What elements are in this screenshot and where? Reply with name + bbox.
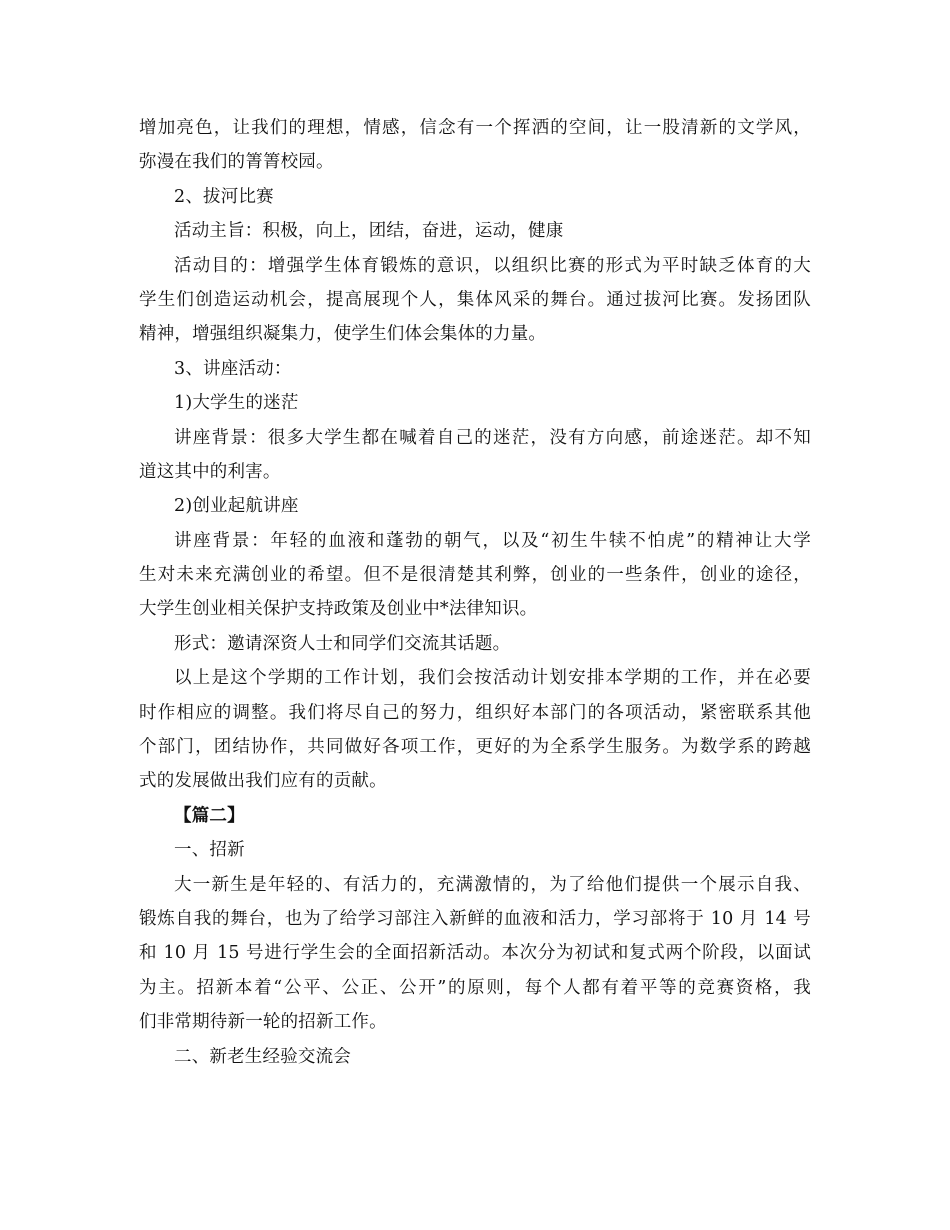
section-heading: 【篇二】 <box>174 805 245 826</box>
document-body <box>139 111 811 1074</box>
text-line: 2)创业起航讲座 <box>174 496 299 517</box>
text-line: 锻炼自我的舞台，也为了给学习部注入新鲜的血液和活力，学习部将于 10 月 14 号 <box>139 908 812 929</box>
text-line: 精神，增强组织凝集力，使学生们体会集体的力量。 <box>139 324 547 345</box>
text-line: 个部门，团结协作，共同做好各项工作，更好的为全系学生服务。为数学系的跨越 <box>139 737 811 758</box>
text-line: 和 10 月 15 号进行学生会的全面招新活动。本次分为初试和复式两个阶段，以面试 <box>139 943 811 964</box>
text-line: 道这其中的利害。 <box>139 461 281 482</box>
text-line: 大一新生是年轻的、有活力的，充满激情的，为了给他们提供一个展示自我、 <box>174 874 811 895</box>
text-line: 增加亮色，让我们的理想，情感，信念有一个挥洒的空间，让一股清新的文学风， <box>139 118 811 138</box>
text-line: 形式：邀请深资人士和同学们交流其话题。 <box>174 633 511 654</box>
text-line: 讲座背景：很多大学生都在喊着自己的迷茫，没有方向感，前途迷茫。却不知 <box>174 427 811 448</box>
text-line: 生对未来充满创业的希望。但不是很清楚其利弊，创业的一些条件，创业的途径， <box>139 565 811 586</box>
text-line: 活动目的：增强学生体育锻炼的意识，以组织比赛的形式为平时缺乏体育的大 <box>174 255 811 276</box>
text-line: 活动主旨：积极，向上，团结，奋进，运动，健康 <box>174 221 564 242</box>
text-line: 一、招新 <box>174 840 245 861</box>
text-line: 学生们创造运动机会，提高展现个人，集体风采的舞台。通过拔河比赛。发扬团队 <box>139 289 811 310</box>
text-line: 1)大学生的迷茫 <box>174 393 299 414</box>
text-line: 们非常期待新一轮的招新工作。 <box>139 1012 387 1033</box>
text-line: 以上是这个学期的工作计划，我们会按活动计划安排本学期的工作，并在必要 <box>174 668 811 689</box>
text-line: 2、拔河比赛 <box>174 186 274 207</box>
text-line: 时作相应的调整。我们将尽自己的努力，组织好本部门的各项活动，紧密联系其他 <box>139 702 811 723</box>
text-line: 二、新老生经验交流会 <box>174 1046 351 1067</box>
text-line: 弥漫在我们的箐箐校园。 <box>139 152 334 173</box>
text-line: 讲座背景：年轻的血液和蓬勃的朝气，以及“初生牛犊不怕虎”的精神让大学 <box>174 530 811 551</box>
text-line: 大学生创业相关保护支持政策及创业中*法律知识。 <box>139 599 538 620</box>
text-line: 式的发展做出我们应有的贡献。 <box>139 771 387 792</box>
text-line: 3、讲座活动： <box>174 358 292 379</box>
text-line: 为主。招新本着“公平、公正、公开”的原则，每个人都有着平等的竞赛资格，我 <box>139 977 811 998</box>
